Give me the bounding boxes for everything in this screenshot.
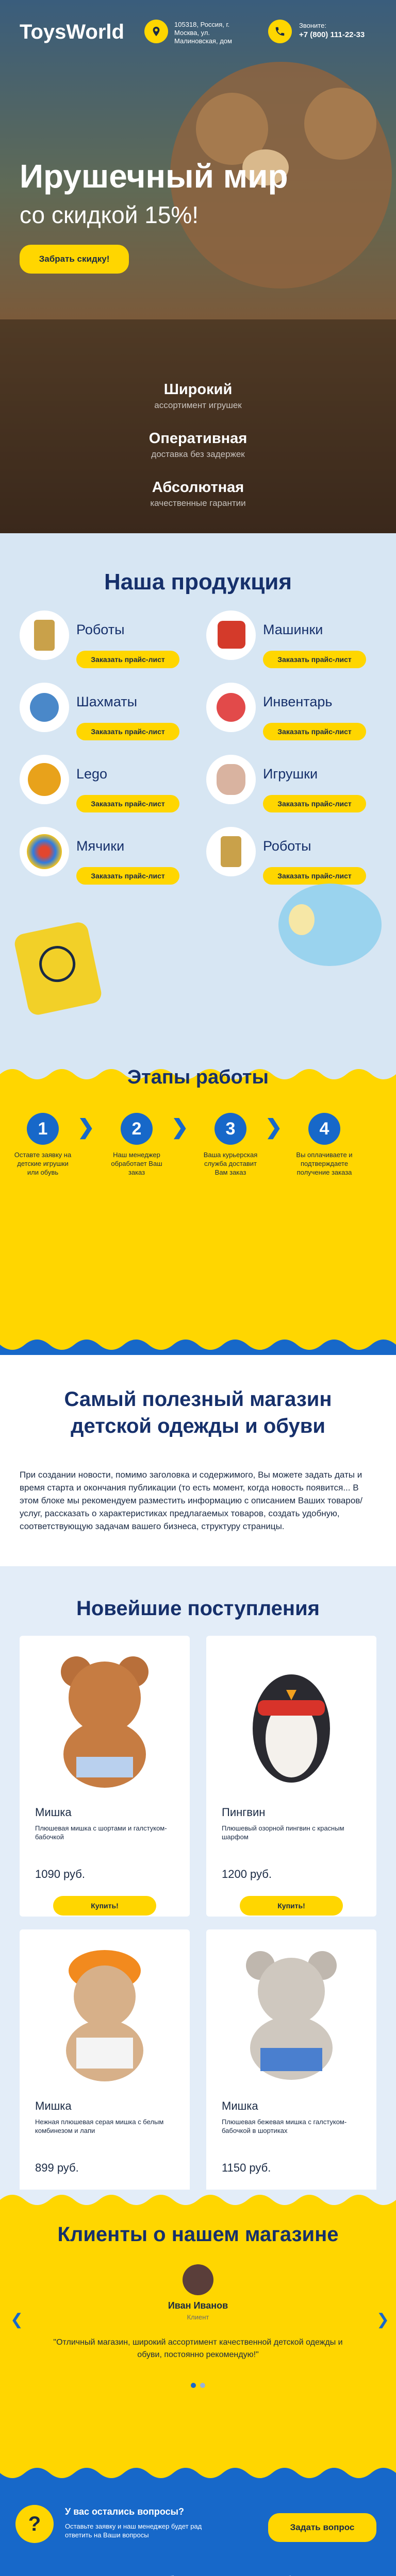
about-section: [0, 1355, 396, 1566]
top-bar: [0, 0, 396, 61]
clients-title: Клиенты о нашем магазине: [57, 2223, 339, 2246]
car-icon: [206, 611, 256, 660]
step-number: 2: [121, 1113, 153, 1145]
product-description: Плюшевая мишка с шортами и галстуком-бабочкой: [35, 1824, 167, 1841]
client-name: Иван Иванов: [168, 2300, 228, 2311]
product-description: Плюшевая бежевая мишка с галстуком-бабочкой в шортиках: [222, 2118, 347, 2134]
product-name: Мишка: [222, 2099, 258, 2112]
products-section: [0, 533, 396, 1064]
product-name: Инвентарь: [263, 694, 333, 709]
step-text: Вы оплачиваете и подтверждаете получение заказа: [296, 1151, 353, 1176]
order-price-list-button[interactable]: Заказать прайс-лист: [76, 723, 179, 740]
product-price: 1090 руб.: [35, 1868, 86, 1880]
phone-label: Звоните:: [299, 22, 326, 29]
product-item: [20, 755, 190, 827]
steps-title: Этапы работы: [127, 1066, 269, 1088]
slider-dot[interactable]: [200, 2383, 205, 2388]
product-name: Пингвин: [222, 1806, 266, 1819]
product-name: Мячики: [76, 838, 125, 854]
product-name: Мишка: [35, 1806, 72, 1819]
slider-dot-active[interactable]: [191, 2383, 196, 2388]
new-arrivals-title: Новейшие поступления: [76, 1597, 320, 1620]
step-text: Наш менеджер обработает Ваш заказ: [111, 1151, 162, 1176]
question-text: Оставьте заявку и наш менеджер будет рад ответить на Ваши вопросы: [65, 2522, 202, 2539]
wave-divider-bottom: [0, 2463, 396, 2483]
clients-section: [0, 2190, 396, 2483]
avatar: [183, 2264, 213, 2295]
feature-guarantee: Абсолютная качественные гарантии: [150, 479, 246, 508]
order-price-list-button[interactable]: Заказать прайс-лист: [263, 867, 366, 885]
buy-button[interactable]: Купить!: [53, 1896, 156, 1916]
header-address: 105318, Россия, г. Москва, ул. Малиновская, дом: [174, 21, 232, 45]
chevron-left-icon[interactable]: ❮: [10, 2311, 24, 2328]
wave-divider-bottom: [0, 1334, 396, 1355]
product-name: Роботы: [263, 838, 311, 854]
product-item: [206, 755, 376, 827]
product-description: Плюшевый озорной пингвин с красным шарфом: [222, 1824, 344, 1841]
client-role: Клиент: [187, 2313, 209, 2321]
robot-icon: [206, 827, 256, 876]
chevron-right-icon: ❯: [171, 1116, 189, 1139]
phone-icon: [268, 20, 292, 43]
about-text: При создании новости, помимо заголовка и содержимого, Вы можете задать даты и время старта и окончания публикации (то есть момент, когда новость появится... В этом блоке мы рекомендуем разместить информацию с описанием Ваших товаров/услуг, рассказать о характеристиках предлагаемых товаров, создать удобную, соответствующую задачам вашего бизнеса, структуру страницы.: [20, 1470, 363, 1531]
about-title: Самый полезный магазин детской одежды и обуви: [64, 1388, 332, 1437]
chevron-right-icon: ❯: [265, 1116, 283, 1139]
product-card: [206, 1929, 376, 2210]
wave-divider-top: [0, 2190, 396, 2210]
feature-delivery: Оперативная доставка без задержек: [148, 430, 248, 459]
step-number: 4: [308, 1113, 340, 1145]
step-text: Ваша курьерская служба доставит Вам заказ: [203, 1151, 258, 1176]
question-section: [0, 2483, 396, 2576]
products-title: Наша продукция: [104, 569, 292, 595]
logo[interactable]: ToysWorld: [20, 21, 124, 43]
product-card: [20, 1636, 190, 1917]
sheep-toy-image: [278, 884, 382, 966]
order-price-list-button[interactable]: Заказать прайс-лист: [263, 795, 366, 812]
product-card: [206, 1636, 376, 1917]
chess-icon: [20, 683, 69, 732]
product-name: Lego: [76, 766, 108, 782]
client-quote: "Отличный магазин, широкий ассортимент качественной детской одежды и обуви, постоянно рекомендую!": [53, 2338, 343, 2359]
teddy-bear-image: [40, 1651, 169, 1790]
product-card: [20, 1929, 190, 2210]
product-item: [206, 611, 376, 683]
teddy-bear-image: [227, 1945, 356, 2084]
ask-question-button[interactable]: Задать вопрос: [268, 2513, 376, 2542]
product-item: [20, 611, 190, 683]
hero-subtitle: со скидкой 15%!: [20, 201, 199, 228]
step-number: 3: [214, 1113, 246, 1145]
toys-icon: [206, 755, 256, 804]
product-name: Мишка: [35, 2099, 72, 2112]
inventory-icon: [206, 683, 256, 732]
dice-toy-image: [13, 921, 103, 1017]
order-price-list-button[interactable]: Заказать прайс-лист: [76, 867, 179, 885]
product-price: 1200 руб.: [222, 1868, 272, 1880]
product-price: 899 руб.: [35, 2161, 79, 2174]
teddy-bear-image: [40, 1945, 169, 2084]
product-item: [20, 827, 190, 899]
product-description: Нежная плюшевая серая мишка с белым комбинезом и лапи: [35, 2118, 164, 2134]
robot-icon: [20, 611, 69, 660]
question-icon: ?: [15, 2505, 54, 2543]
product-price: 1150 руб.: [222, 2161, 271, 2174]
hero-section: [0, 0, 396, 533]
buy-button[interactable]: Купить!: [240, 1896, 343, 1916]
balls-icon: [20, 827, 69, 876]
hero-title: Ирушечный мир: [20, 158, 288, 195]
header-phone[interactable]: +7 (800) 111-22-33: [299, 30, 365, 39]
steps-section: [0, 1064, 396, 1355]
order-price-list-button[interactable]: Заказать прайс-лист: [76, 651, 179, 668]
location-icon: [144, 20, 168, 43]
lego-icon: [20, 755, 69, 804]
order-price-list-button[interactable]: Заказать прайс-лист: [263, 651, 366, 668]
product-name: Шахматы: [76, 694, 138, 709]
product-name: Игрушки: [263, 766, 318, 782]
bear-ear-right: [304, 88, 376, 160]
step-number: 1: [27, 1113, 59, 1145]
feature-assortment: Широкий ассортимент игрушек: [154, 381, 242, 410]
chevron-right-icon: ❯: [77, 1116, 95, 1139]
penguin-image: [227, 1651, 356, 1790]
question-title: У вас остались вопросы?: [65, 2506, 185, 2517]
order-price-list-button[interactable]: Заказать прайс-лист: [263, 723, 366, 740]
chevron-right-icon[interactable]: ❯: [376, 2311, 390, 2328]
product-item: [20, 683, 190, 755]
step-text: Оставте заявку на детские игрушки или обувь: [14, 1151, 72, 1176]
product-name: Машинки: [263, 622, 323, 637]
product-item: [206, 683, 376, 755]
get-discount-button[interactable]: Забрать скидку!: [20, 245, 129, 274]
product-name: Роботы: [76, 622, 125, 637]
new-arrivals-section: [0, 1566, 396, 2190]
order-price-list-button[interactable]: Заказать прайс-лист: [76, 795, 179, 812]
